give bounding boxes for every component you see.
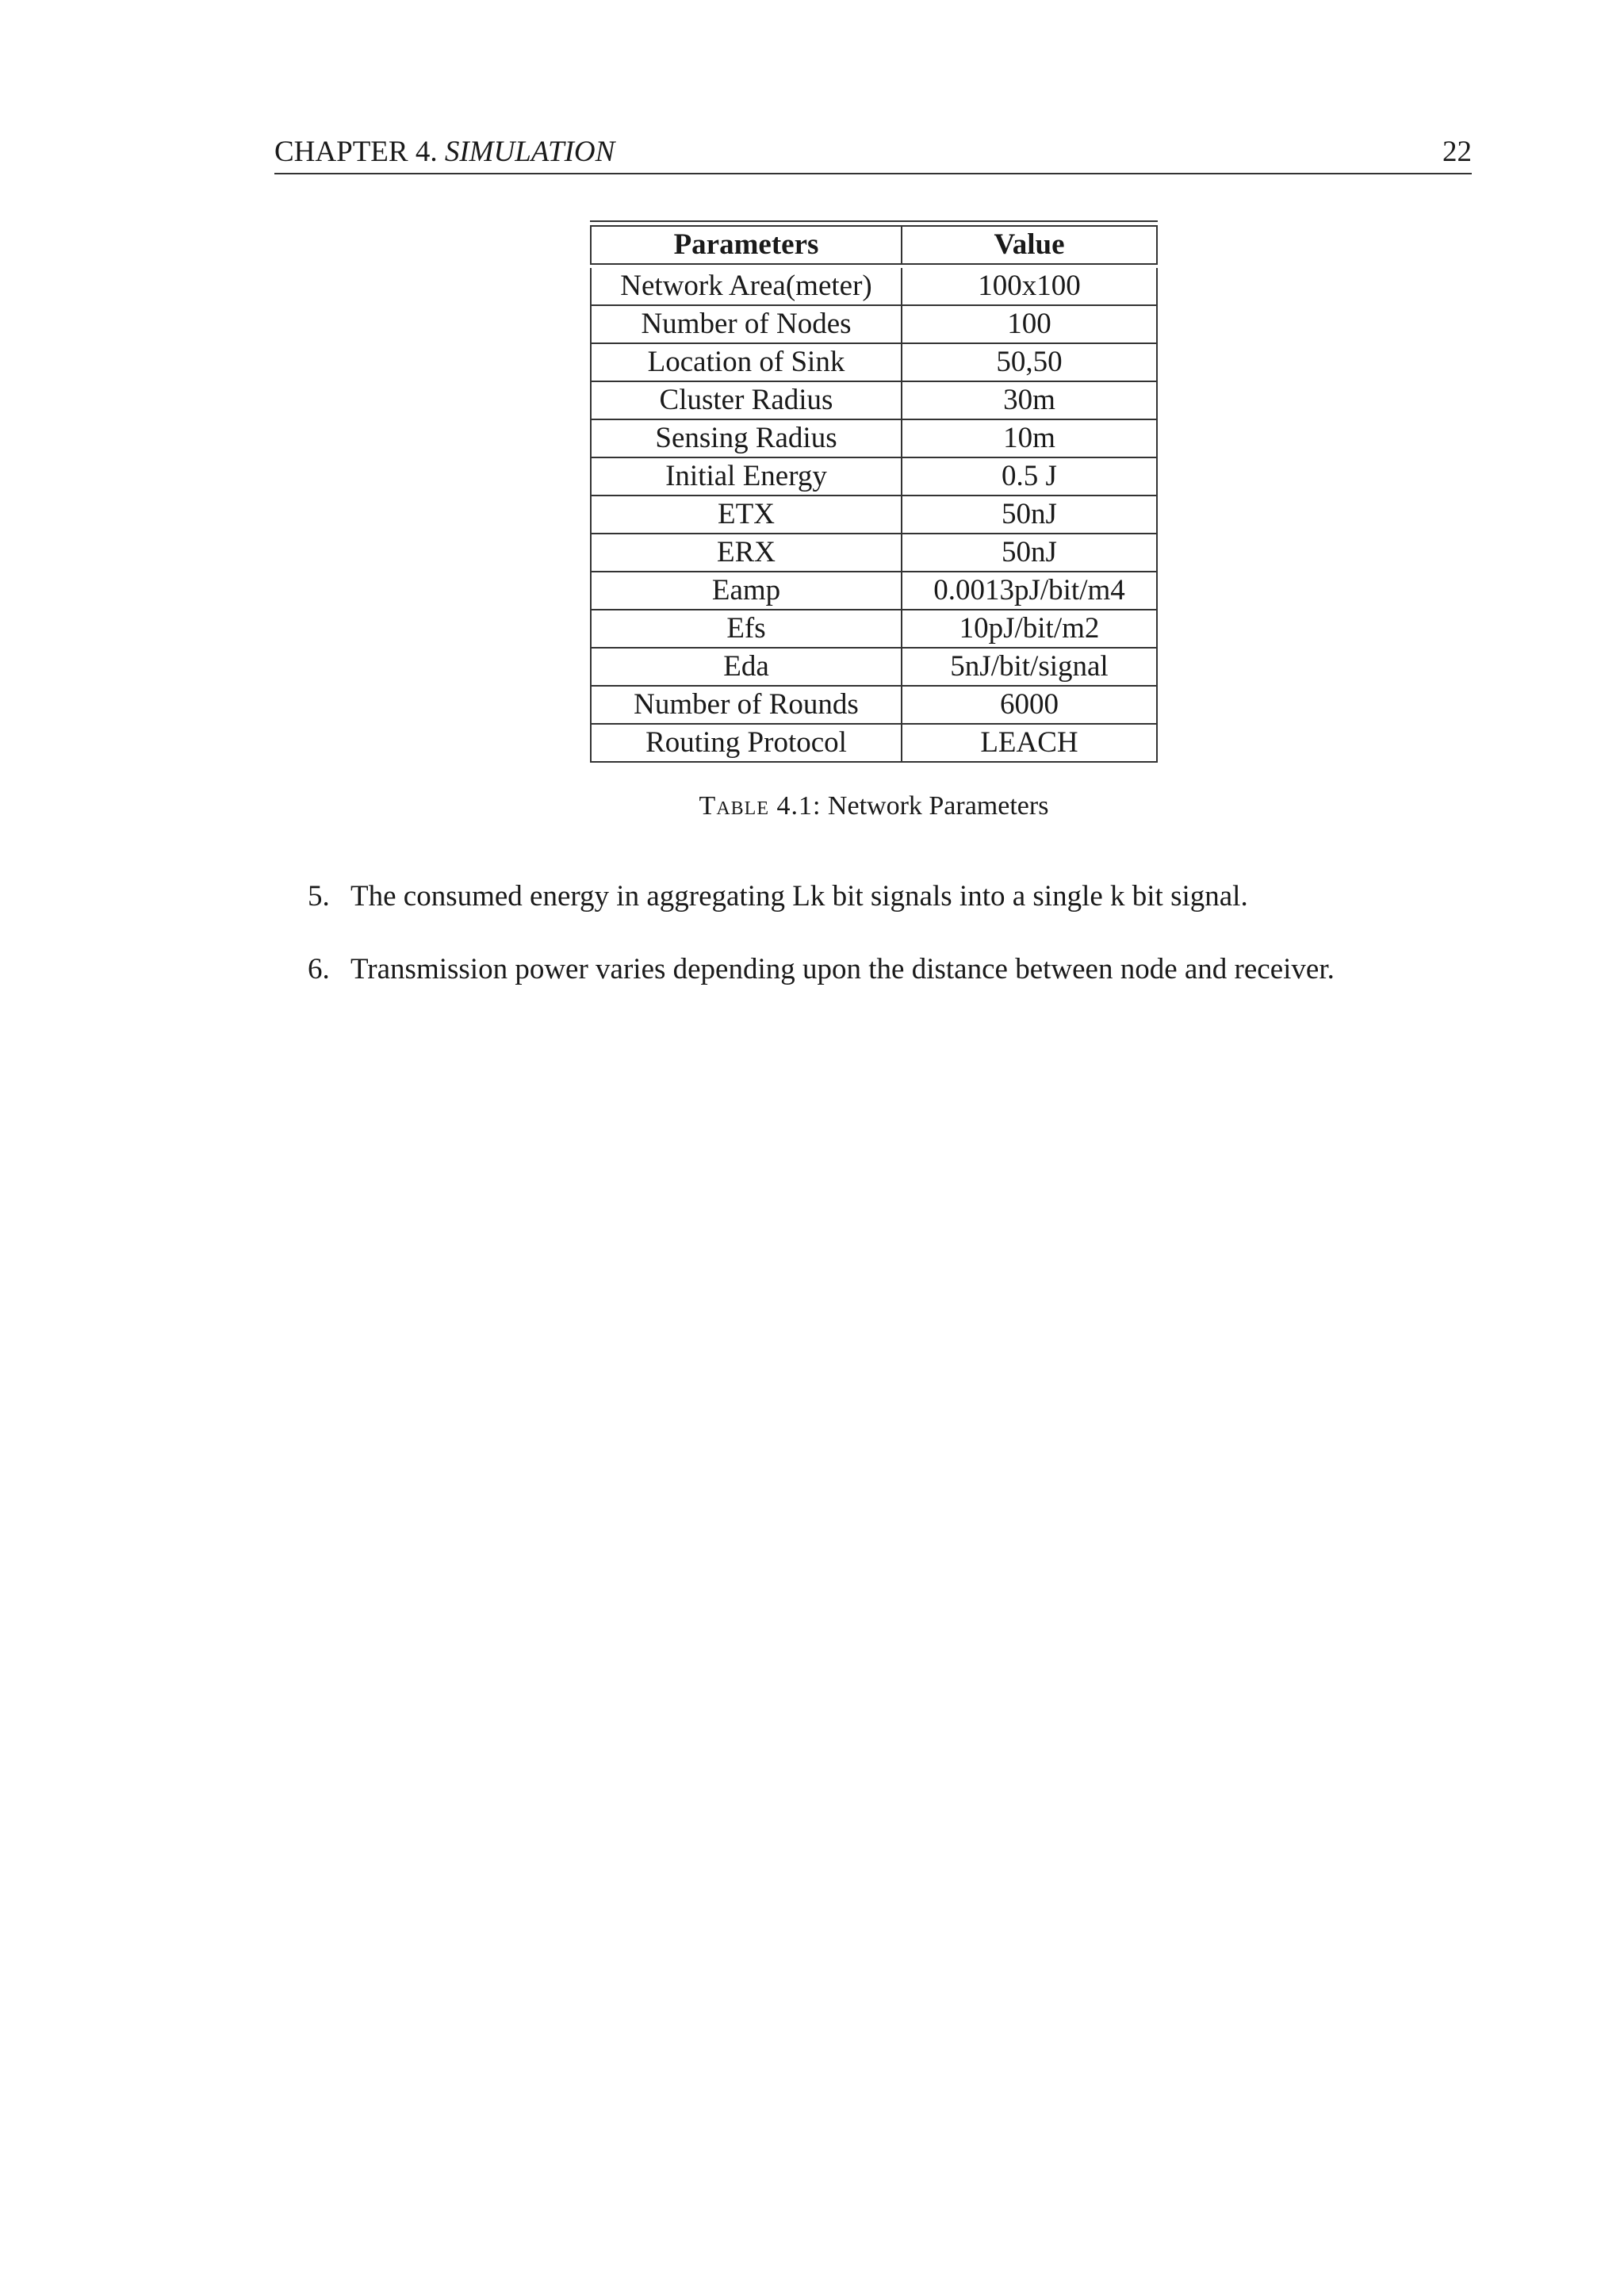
parameter-cell: Location of Sink (590, 344, 901, 382)
caption-text: Network Parameters (827, 791, 1049, 821)
list-item-text: Transmission power varies depending upon the distance between node and receiver. (350, 953, 1335, 985)
table-row (590, 610, 1158, 649)
table-row (590, 496, 1158, 534)
value-cell: LEACH (901, 725, 1158, 763)
value-cell: 50nJ (901, 496, 1158, 534)
table-row (590, 534, 1158, 572)
running-head (274, 132, 615, 173)
list-item (308, 951, 1481, 988)
chapter-title: SIMULATION (444, 136, 615, 168)
column-header-parameters: Parameters (590, 225, 901, 265)
table-row (590, 725, 1158, 763)
value-cell: 50nJ (901, 534, 1158, 572)
value-cell: 5nJ/bit/signal (901, 649, 1158, 687)
parameter-cell: Routing Protocol (590, 725, 901, 763)
parameters-table-container (590, 220, 1158, 763)
parameter-cell: Initial Energy (590, 458, 901, 496)
table-row (590, 268, 1158, 306)
value-cell: 50,50 (901, 344, 1158, 382)
value-cell: 6000 (901, 687, 1158, 725)
value-cell: 100x100 (901, 268, 1158, 306)
parameter-cell: Eda (590, 649, 901, 687)
table-row (590, 458, 1158, 496)
list-item-number: 5. (308, 880, 330, 913)
value-cell: 30m (901, 382, 1158, 420)
table-row (590, 306, 1158, 344)
parameter-cell: Number of Nodes (590, 306, 901, 344)
value-cell: 100 (901, 306, 1158, 344)
table-header-row (590, 225, 1158, 265)
page-header (274, 132, 1472, 174)
caption-label: Table 4.1: (699, 791, 822, 821)
page-number: 22 (1442, 136, 1472, 168)
table-caption (590, 791, 1158, 821)
parameter-cell: Network Area(meter) (590, 268, 901, 306)
value-cell: 0.0013pJ/bit/m4 (901, 572, 1158, 610)
parameter-cell: Cluster Radius (590, 382, 901, 420)
value-cell: 10m (901, 420, 1158, 458)
parameters-table (590, 225, 1158, 763)
chapter-label: CHAPTER 4. (274, 136, 438, 168)
value-cell: 0.5 J (901, 458, 1158, 496)
table-row (590, 420, 1158, 458)
list-item-number: 6. (308, 953, 330, 985)
numbered-list (308, 878, 1481, 1024)
parameter-cell: Eamp (590, 572, 901, 610)
column-header-value: Value (901, 225, 1158, 265)
parameter-cell: Efs (590, 610, 901, 649)
table-row (590, 572, 1158, 610)
parameter-cell: ERX (590, 534, 901, 572)
table-row (590, 344, 1158, 382)
table-row (590, 382, 1158, 420)
parameter-cell: Number of Rounds (590, 687, 901, 725)
parameter-cell: ETX (590, 496, 901, 534)
table-top-rule (590, 220, 1158, 222)
table-row (590, 687, 1158, 725)
list-item (308, 878, 1481, 915)
list-item-text: The consumed energy in aggregating Lk bit signals into a single k bit signal. (350, 880, 1248, 913)
parameter-cell: Sensing Radius (590, 420, 901, 458)
value-cell: 10pJ/bit/m2 (901, 610, 1158, 649)
table-row (590, 649, 1158, 687)
